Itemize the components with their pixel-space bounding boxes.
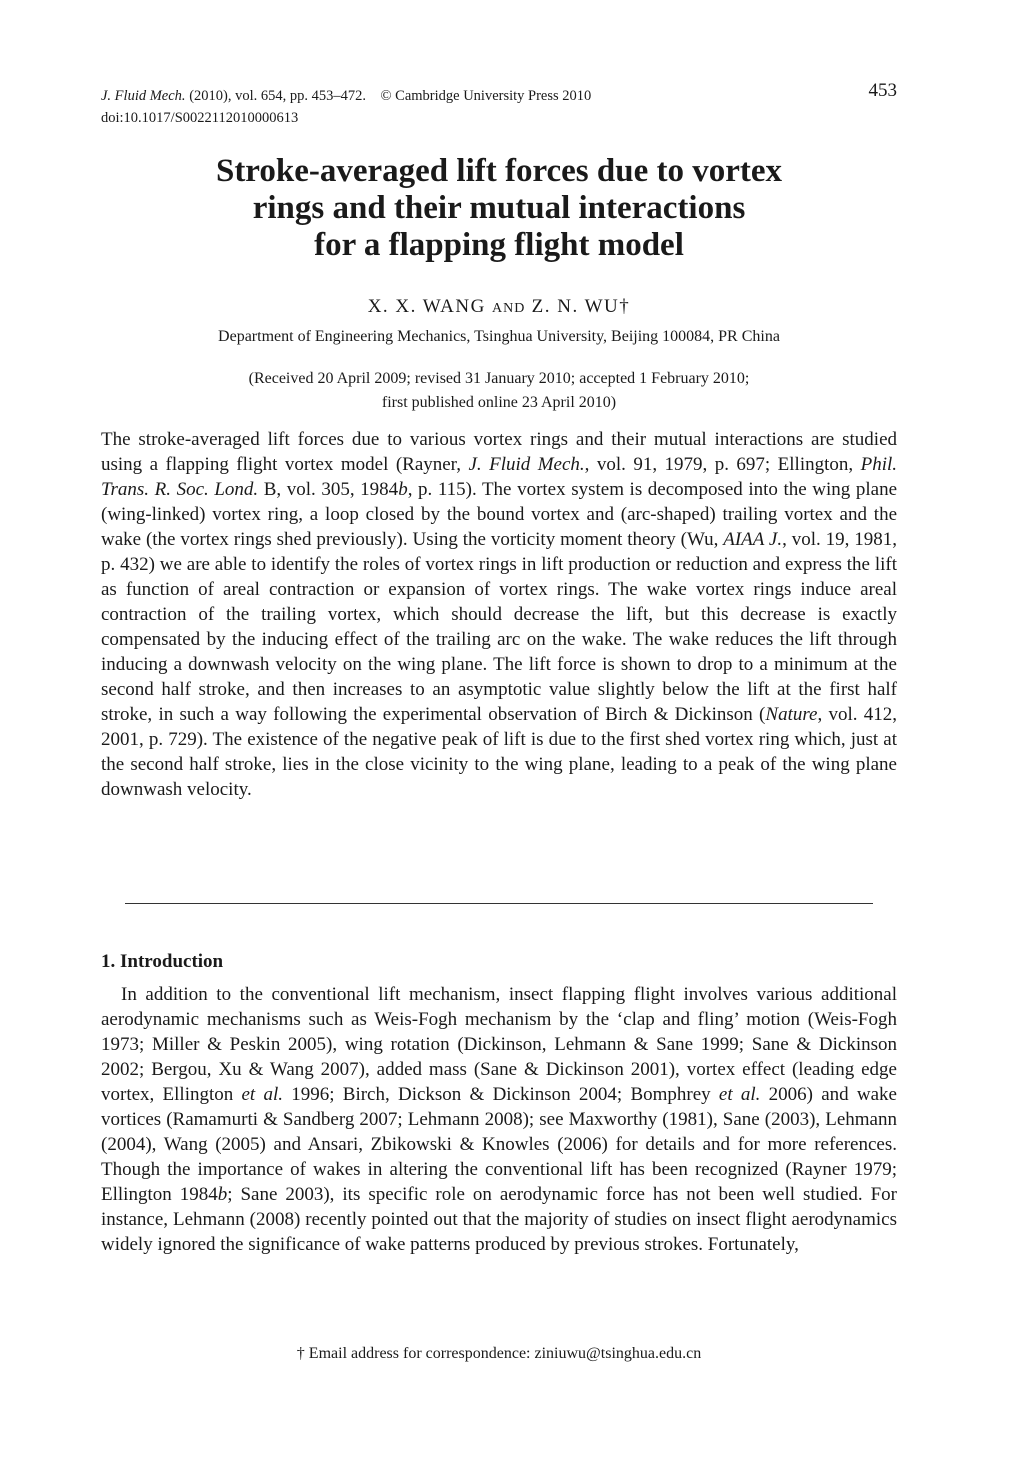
text-run: 1996; Birch, Dickson & Dickinson 2004; Bomphrey (283, 1084, 719, 1105)
page-number: 453 (868, 80, 897, 101)
journal-name: J. Fluid Mech. (101, 88, 186, 104)
citation-line (101, 85, 591, 107)
italic-text-run: et al. (718, 1084, 761, 1105)
affiliation: Department of Engineering Mechanics, Tsinghua University, Beijing 100084, PR China (218, 328, 780, 345)
footnote: † Email address for correspondence: ziniuwu@tsinghua.edu.cn (296, 1345, 702, 1362)
running-header (101, 85, 591, 129)
introduction-paragraph (101, 982, 897, 1257)
italic-text-run: Phil. Trans. R. Soc. Lond. (101, 454, 898, 500)
section-heading: 1. Introduction (101, 951, 224, 972)
received-dates (100, 367, 898, 415)
italic-text-run: Nature (765, 704, 818, 725)
text-run: , vol. 91, 1979, p. 697; Ellington, (584, 454, 861, 475)
title-line: Stroke-averaged lift forces due to vortex (215, 153, 783, 189)
text-run: , vol. 19, 1981, p. 432) we are able to identify the roles of vortex rings in lift production or reduction and express the lift as function of areal contraction or expansion of vortex rings. The wake vortex rings induce areal contraction of the trailing vortex, which should decrease the lift, but this decrease is exactly compensated by the inducing effect of the trailing arc on the wake. The wake reduces the lift through inducing a downwash velocity on the wing plane. The lift force is shown to drop to a minimum at the second half stroke, and then increases to an asymptotic value slightly below the lift at the first half stroke, in such a way following the experimental observation of Birch & Dickinson ( (101, 529, 897, 725)
italic-text-run: b (398, 479, 408, 500)
abstract (101, 427, 897, 802)
authors (100, 296, 898, 318)
copyright-notice: © Cambridge University Press 2010 (380, 88, 592, 104)
text-run: 2006) and wake vortices (Ramamurti & Sandberg 2007; Lehmann 2008); see Maxworthy (1981), Sane (2003), Lehmann (2004), Wang (2005) and Ansari, Zbikowski & Knowles (2006) for details and for more references. Though the importance of wakes in altering the conventional lift has been recognized (Rayner 1979; Ellington 1984 (101, 1084, 897, 1205)
text-run: In addition to the conventional lift mechanism, insect flapping flight involves various additional aerodynamic mechanisms such as Weis-Fogh mechanism by the ‘clap and fling’ motion (Weis-Fogh 1973; Miller & Peskin 2005), wing rotation (Dickinson, Lehmann & Sane 1999; Sane & Dickinson 2002; Bergou, Xu & Wang 2007), added mass (Sane & Dickinson 2001), vortex effect (leading edge vortex, Ellington (101, 984, 897, 1105)
citation-details: (2010), vol. 654, pp. 453–472. (185, 88, 366, 104)
doi: doi:10.1017/S0022112010000613 (101, 110, 299, 126)
author-name: Z. N. WU† (531, 296, 631, 317)
title-line: rings and their mutual interactions (252, 190, 746, 226)
published-line: first published online 23 April 2010) (381, 394, 617, 411)
italic-text-run: et al. (241, 1084, 283, 1105)
text-run: ; Sane 2003), its specific role on aerodynamic force has not been well studied. For instance, Lehmann (2008) recently pointed out that the majority of studies on insect flight aerodynamics widely ignored the significance of wake patterns produced by previous strokes. Fortunately, (101, 1184, 897, 1255)
italic-text-run: AIAA J. (723, 529, 783, 550)
paper-title (100, 153, 898, 264)
italic-text-run: b (217, 1184, 228, 1205)
text-run: B, vol. 305, 1984 (258, 479, 399, 500)
author-conjunction: AND (492, 301, 526, 316)
text-run: , vol. 412, 2001, p. 729). The existence of the negative peak of lift is due to the first shed vortex ring which, just at the second half stroke, lies in the close vicinity to the wing plane, leading to a peak of the wing plane downwash velocity. (101, 704, 898, 800)
title-line: for a flapping flight model (314, 227, 684, 263)
received-line: (Received 20 April 2009; revised 31 January 2010; accepted 1 February 2010; (248, 370, 750, 387)
abstract-divider (125, 903, 873, 904)
author-name: X. X. WANG (367, 296, 486, 317)
italic-text-run: J. Fluid Mech. (468, 454, 585, 475)
text-run: , p. 115). The vortex system is decomposed into the wing plane (wing-linked) vortex ring, a loop closed by the bound vortex and (arc-shaped) trailing vortex and the wake (the vortex rings shed previously). Using the vorticity moment theory (Wu, (101, 479, 898, 550)
text-run: The stroke-averaged lift forces due to various vortex rings and their mutual interactions are studied using a flapping flight vortex model (Rayner, (101, 429, 897, 475)
